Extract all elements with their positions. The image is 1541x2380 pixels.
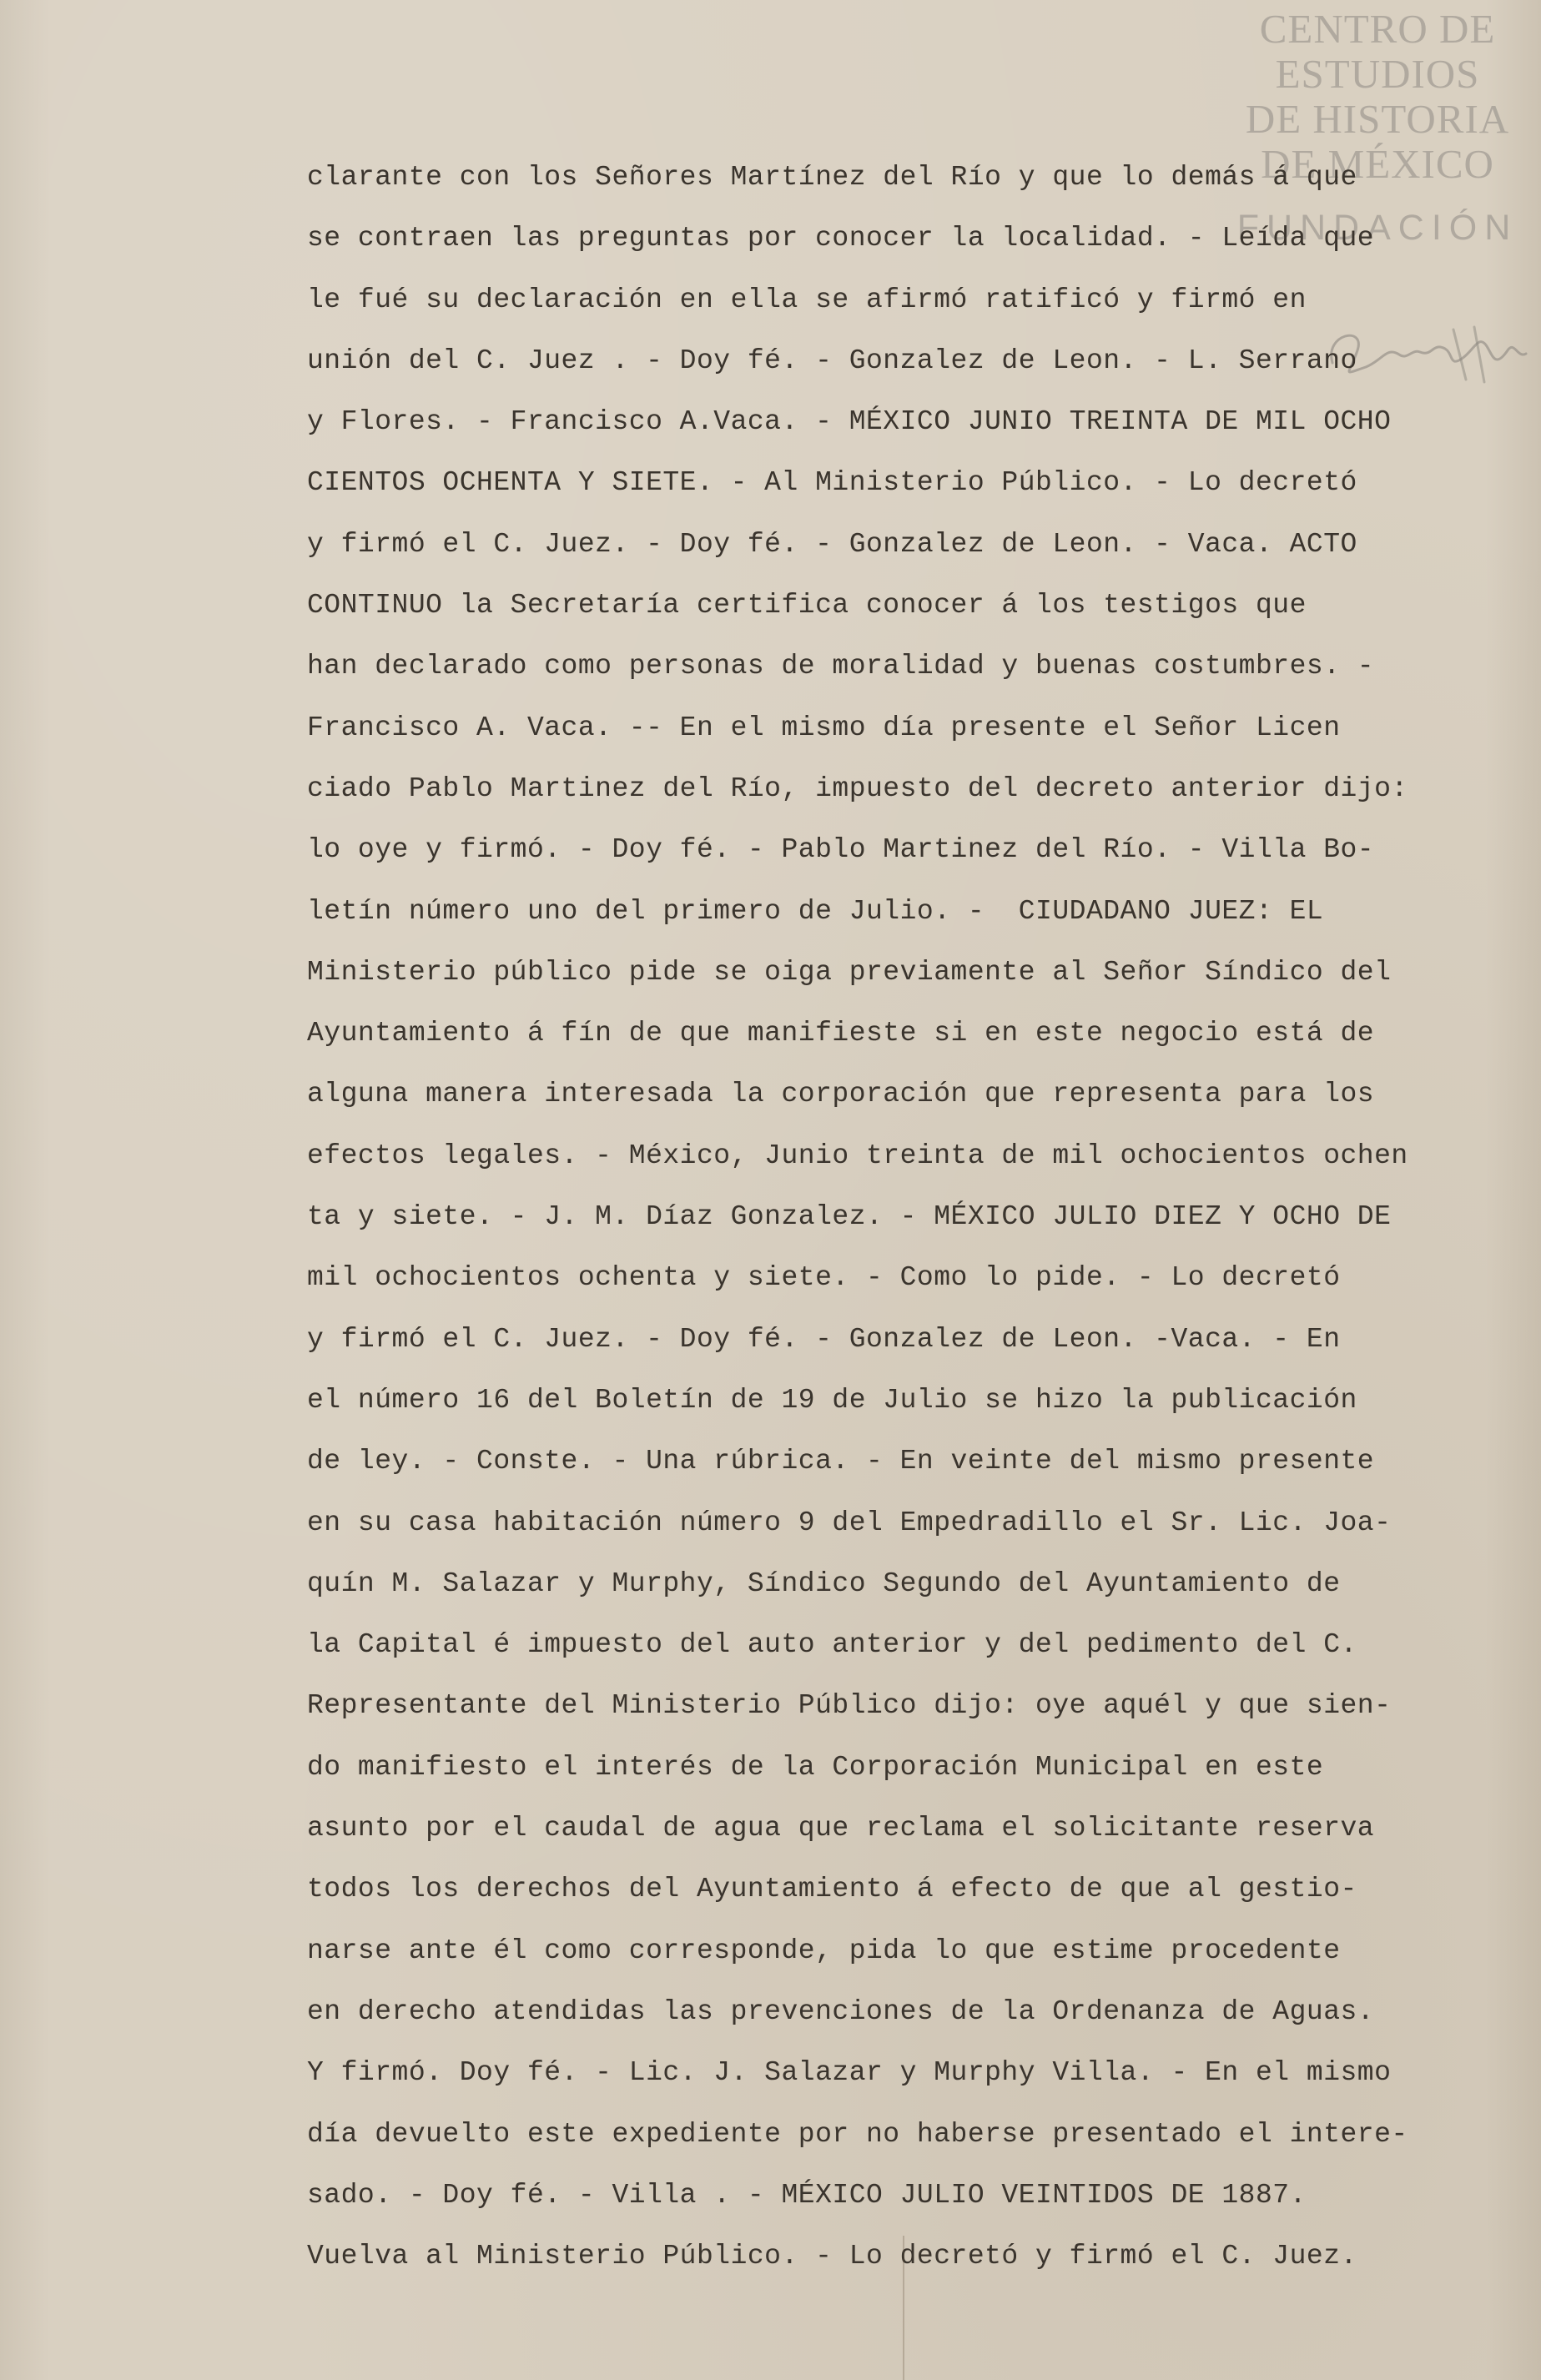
watermark-line: CENTRO DE — [1259, 6, 1496, 52]
watermark-line: DE MÉXICO — [1261, 140, 1494, 187]
text-line: mil ochocientos ochenta y siete. - Como lo pide. - Lo decretó — [307, 1262, 1341, 1294]
paper-fold-mark — [903, 2236, 904, 2380]
text-line: Ministerio público pide se oiga previamente al Señor Síndico del — [307, 956, 1392, 988]
text-line: CIENTOS OCHENTA Y SIETE. - Al Ministerio Público. - Lo decretó — [307, 467, 1357, 499]
text-line: ciado Pablo Martinez del Río, impuesto del decreto anterior dijo: — [307, 772, 1408, 804]
text-line: do manifiesto el interés de la Corporación Municipal en este — [307, 1751, 1324, 1783]
text-line: todos los derechos del Ayuntamiento á efecto de que al gestio- — [307, 1874, 1357, 1905]
text-line: Francisco A. Vaca. -- En el mismo día presente el Señor Licen — [307, 712, 1341, 743]
typed-text-body — [307, 147, 1492, 2287]
text-line: de ley. - Conste. - Una rúbrica. - En veinte del mismo presente — [307, 1446, 1375, 1477]
text-line: Y firmó. Doy fé. - Lic. J. Salazar y Murphy Villa. - En el mismo — [307, 2057, 1392, 2089]
text-line: Ayuntamiento á fín de que manifieste si en este negocio está de — [307, 1018, 1375, 1049]
text-line: se contraen las preguntas por conocer la localidad. - Leída que — [307, 223, 1375, 254]
text-line: alguna manera interesada la corporación que representa para los — [307, 1079, 1375, 1110]
text-line: y firmó el C. Juez. - Doy fé. - Gonzalez de Leon. - Vaca. ACTO — [307, 528, 1357, 560]
text-line: ta y siete. - J. M. Díaz Gonzalez. - MÉXICO JULIO DIEZ Y OCHO DE — [307, 1201, 1392, 1233]
text-line: el número 16 del Boletín de 19 de Julio se hizo la publicación — [307, 1384, 1357, 1416]
text-line: en derecho atendidas las prevenciones de la Ordenanza de Aguas. — [307, 1995, 1375, 2027]
text-line: quín M. Salazar y Murphy, Síndico Segundo del Ayuntamiento de — [307, 1567, 1341, 1599]
text-line: la Capital é impuesto del auto anterior y del pedimento del C. — [307, 1629, 1357, 1661]
watermark-line: ESTUDIOS — [1275, 50, 1480, 97]
text-line: efectos legales. - México, Junio treinta de mil ochocientos ochen — [307, 1140, 1408, 1171]
text-line: sado. - Doy fé. - Villa . - MÉXICO JULIO VEINTIDOS DE 1887. — [307, 2179, 1307, 2211]
text-line: y firmó el C. Juez. - Doy fé. - Gonzalez de Leon. -Vaca. - En — [307, 1323, 1341, 1355]
watermark-line: DE HISTORIA — [1245, 95, 1510, 142]
text-line: asunto por el caudal de agua que reclama el solicitante reserva — [307, 1813, 1375, 1844]
text-line: lo oye y firmó. - Doy fé. - Pablo Martinez del Río. - Villa Bo- — [307, 834, 1375, 866]
text-line: Representante del Ministerio Público dijo: oye aquél y que sien- — [307, 1690, 1392, 1722]
text-line: CONTINUO la Secretaría certifica conocer á los testigos que — [307, 590, 1307, 621]
text-line: han declarado como personas de moralidad y buenas costumbres. - — [307, 651, 1375, 682]
text-line: narse ante él como corresponde, pida lo que estime procedente — [307, 1935, 1341, 1966]
text-line: en su casa habitación número 9 del Empedradillo el Sr. Lic. Joa- — [307, 1507, 1392, 1538]
text-line: unión del C. Juez . - Doy fé. - Gonzalez de Leon. - L. Serrano — [307, 345, 1357, 376]
watermark-fundacion: FUNDACIÓN — [1236, 207, 1518, 248]
text-line: Vuelva al Ministerio Público. - Lo decretó y firmó el C. Juez. — [307, 2241, 1357, 2272]
text-line: le fué su declaración en ella se afirmó ratificó y firmó en — [307, 284, 1307, 315]
text-line: día devuelto este expediente por no haberse presentado el intere- — [307, 2118, 1408, 2150]
text-line: y Flores. - Francisco A.Vaca. - MÉXICO JUNIO TREINTA DE MIL OCHO — [307, 406, 1392, 438]
text-line: clarante con los Señores Martínez del Río y que lo demás á que — [307, 162, 1357, 193]
text-line: letín número uno del primero de Julio. - CIUDADANO JUEZ: EL — [307, 895, 1324, 927]
